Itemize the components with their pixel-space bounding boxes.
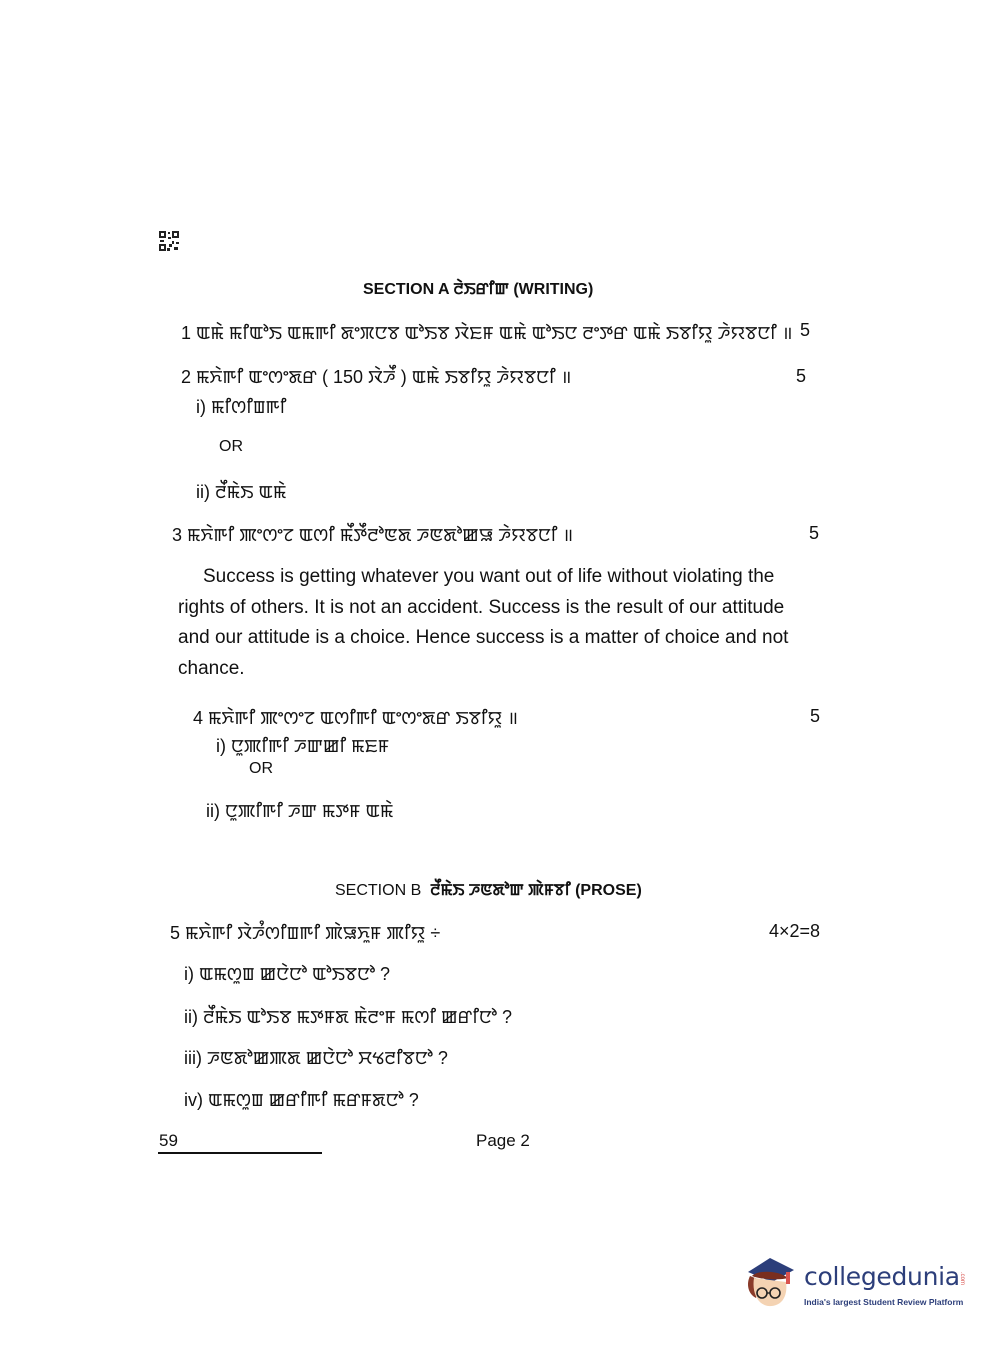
footer-rule: [158, 1152, 322, 1154]
collegedunia-logo: [742, 1250, 972, 1320]
item-label: ii): [184, 1007, 198, 1027]
question-5-marks: 4×2=8: [769, 921, 821, 941]
question-4: [193, 705, 518, 730]
question-number: 2: [181, 367, 192, 387]
item-label: iv): [184, 1090, 203, 1110]
logo-suffix: .com: [959, 1272, 965, 1286]
question-4-or: OR: [249, 760, 273, 777]
question-5-item: [184, 1045, 448, 1070]
question-text: ꯃꯈꯥꯒꯤ ꯑꯦꯁꯦꯗꯔ ( 150 ꯋꯥꯍꯩ ) ꯑꯃꯥ ꯏꯕꯤꯌꯨ ꯍꯥꯌꯕꯅꯤ ॥: [196, 367, 572, 387]
option-label: i): [196, 397, 206, 417]
option-text: ꯅꯨꯄꯤꯒꯤ ꯍꯛ ꯃꯇꯝ ꯑꯃꯥ: [225, 801, 394, 821]
question-3-marks: 5: [809, 523, 820, 543]
question-1-marks: 5: [800, 320, 811, 340]
section-a-paren: (WRITING): [513, 281, 594, 298]
mascot-icon: [742, 1250, 802, 1312]
logo-name: collegedunia: [804, 1262, 960, 1291]
section-b-paren: (PROSE): [575, 882, 642, 899]
question-number: 5: [170, 923, 181, 943]
section-b-label: SECTION B: [335, 882, 422, 899]
section-b-heading: [335, 879, 642, 901]
item-text: ꯑꯃꯁꯨꯡ ꯀꯔꯤꯒꯤ ꯃꯔꯝꯗꯅꯣ ?: [208, 1090, 419, 1110]
item-label: iii): [184, 1048, 202, 1068]
option-text: ꯂꯩꯃꯥꯏ ꯑꯃꯥ: [215, 482, 287, 502]
section-a-label: SECTION A: [363, 281, 449, 298]
item-text: ꯑꯃꯁꯨꯡ ꯀꯅꯥꯅꯣ ꯑꯣꯏꯕꯅꯣ ?: [199, 964, 391, 984]
section-b-script: ꯂꯩꯃꯥꯏ ꯍꯟꯗꯣꯛ ꯄꯥꯝꯕꯤ: [430, 882, 571, 899]
qr-code-icon: [158, 230, 180, 252]
option-text: ꯅꯨꯄꯤꯒꯤ ꯍꯛꯀꯤ ꯃꯐꯝ: [231, 736, 390, 756]
question-text: ꯑꯃꯥ ꯃꯤꯑꯣꯏ ꯑꯃꯒꯤ ꯗꯦꯞꯅꯕ ꯑꯣꯏꯕ ꯋꯥꯐꯝ ꯑꯃꯥ ꯑꯣꯏꯅ ꯂꯦꯇꯔ ꯑꯃꯥ ꯏꯕꯤꯌꯨ ꯍꯥꯌꯕꯅꯤ ॥: [196, 323, 793, 343]
question-2: [181, 364, 571, 389]
question-2-option-1: [196, 394, 286, 419]
logo-tagline: India's largest Student Review Platform: [804, 1297, 964, 1307]
item-text: ꯂꯩꯃꯥꯏ ꯑꯣꯏꯕ ꯃꯇꯝꯗ ꯃꯥꯂꯦꯝ ꯃꯁꯤ ꯀꯔꯤꯅꯣ ?: [203, 1007, 513, 1027]
question-2-or: OR: [219, 438, 243, 455]
question-4-option-1: [216, 733, 389, 758]
question-5-item: [184, 1087, 419, 1112]
option-label: i): [216, 736, 226, 756]
question-text: ꯃꯈꯥꯒꯤ ꯄꯦꯁꯦꯖ ꯑꯁꯤꯒꯤ ꯑꯦꯁꯦꯗꯔ ꯏꯕꯤꯌꯨ ॥: [208, 708, 518, 728]
question-1: [181, 320, 793, 345]
question-5-item: [184, 1004, 512, 1029]
footer-page: Page 2: [476, 1131, 530, 1150]
passage: [178, 562, 798, 684]
question-number: 1: [181, 323, 192, 343]
option-label: ii): [196, 482, 210, 502]
footer-code: 59: [159, 1131, 178, 1150]
option-label: ii): [206, 801, 220, 821]
question-5-item: [184, 961, 390, 986]
question-2-marks: 5: [796, 366, 807, 386]
question-2-option-2: [196, 479, 286, 504]
passage-text: Success is getting whatever you want out of life without violating the rights of others. It is not an accident. Success is the result of our attitude and our attitude is a choice. Hence success is a matter of choice and not chance.: [178, 566, 789, 679]
question-3: [172, 522, 573, 547]
item-label: i): [184, 964, 194, 984]
question-text: ꯃꯈꯥꯒꯤ ꯋꯥꯍꯪꯁꯤꯡꯒꯤ ꯄꯥꯎꯈꯨꯝ ꯄꯤꯌꯨ ÷: [185, 923, 441, 943]
option-text: ꯃꯤꯁꯤꯡꯒꯤ: [211, 397, 287, 417]
question-4-marks: 5: [810, 706, 821, 726]
item-text: ꯍꯟꯗꯣꯀꯄꯗ ꯀꯅꯥꯅꯣ ꯆꯠꯂꯤꯕꯅꯣ ?: [207, 1048, 448, 1068]
section-a-script: ꯂꯥꯏꯔꯤꯛ: [453, 281, 509, 298]
question-number: 3: [172, 525, 183, 545]
question-4-option-2: [206, 798, 393, 823]
question-number: 4: [193, 708, 204, 728]
question-text: ꯃꯈꯥꯒꯤ ꯄꯦꯁꯦꯖ ꯑꯁꯤ ꯃꯩꯇꯩꯂꯣꯟꯗ ꯍꯟꯗꯣꯀꯎ ꯍꯥꯌꯕꯅꯤ ॥: [187, 525, 574, 545]
question-5: [170, 920, 440, 945]
section-a-heading: [363, 278, 593, 300]
